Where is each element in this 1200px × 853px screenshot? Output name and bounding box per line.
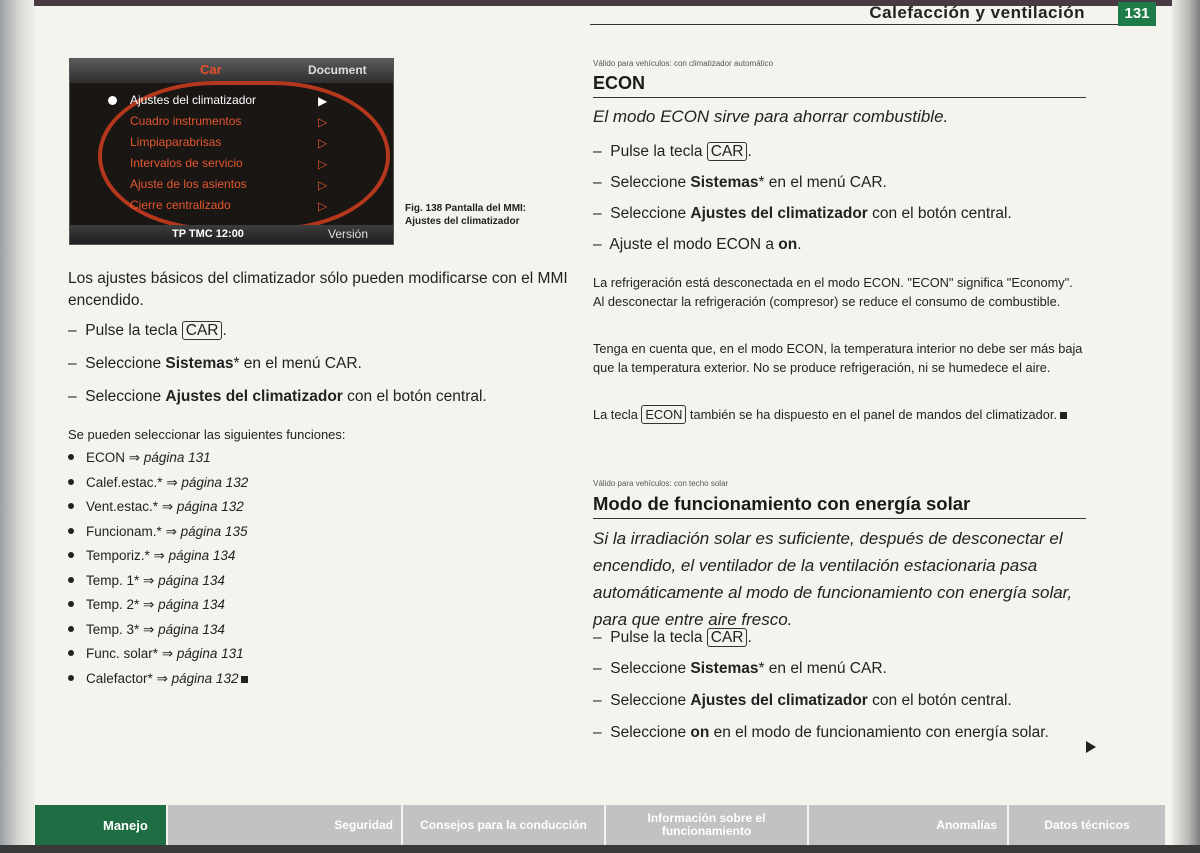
mmi-arrow-outline-icon: ▷ [318, 199, 328, 213]
solar-step-3: – Seleccione Ajustes del climatizador con el botón central. [593, 692, 1012, 709]
step-text: * en el menú CAR. [233, 355, 362, 372]
mmi-status-clock: TP TMC 12:00 [172, 228, 244, 240]
left-step-1 [68, 320, 227, 342]
tab-anomalias[interactable]: Anomalías [809, 805, 1009, 845]
intro-paragraph: Los ajustes básicos del climatizador sólo pueden modificarse con el MMI encendido. [68, 270, 568, 309]
econ-paragraph-1: La refrigeración está desconectada en el modo ECON. "ECON" significa "Economy". Al desconectar la refrigeración (compresor) se reduce el consumo de combustible. [593, 275, 1073, 309]
econ-paragraph-3: La tecla ECON también se ha dispuesto en el panel de mandos del climatizador. [593, 405, 1083, 424]
econ-step-3: – Seleccione Ajustes del climatizador con el botón central. [593, 205, 1012, 222]
mmi-arrow-outline-icon: ▷ [318, 115, 328, 129]
step-bold: Ajustes del climatizador [165, 388, 343, 405]
list-item: Temp. 1* ⇒ página 134 [68, 573, 248, 598]
mmi-arrow-outline-icon: ▷ [318, 136, 328, 150]
econ-key: ECON [641, 405, 686, 424]
solar-validity-note: Válido para vehículos: con techo solar [593, 479, 729, 488]
mmi-item-service: Intervalos de servicio [130, 156, 243, 170]
mmi-selection-dot-icon [108, 96, 117, 105]
car-key: CAR [707, 142, 748, 161]
figure-caption: Fig. 138 Pantalla del MMI: Ajustes del climatizador [405, 203, 527, 227]
step-text: Seleccione [85, 355, 166, 372]
tab-consejos[interactable]: Consejos para la conducción [403, 805, 606, 845]
econ-heading-rule [593, 97, 1086, 98]
mmi-item-seats: Ajuste de los asientos [130, 177, 247, 191]
econ-validity-note: Válido para vehículos: con climatizador automático [593, 59, 774, 68]
book-spine [0, 0, 34, 853]
step-text: Pulse la tecla [85, 322, 182, 339]
mmi-menu-title: Car [200, 62, 222, 77]
list-item: Temp. 3* ⇒ página 134 [68, 622, 248, 647]
list-item: Calef.estac.* ⇒ página 132 [68, 475, 248, 500]
step-text: con el botón central. [342, 388, 487, 405]
page-edge [1172, 0, 1200, 853]
list-item: ECON ⇒ página 131 [68, 450, 248, 475]
list-item: Func. solar* ⇒ página 131 [68, 646, 248, 671]
solar-step-2: – Seleccione Sistemas* en el menú CAR. [593, 660, 887, 677]
tab-informacion[interactable]: Información sobre el funcionamiento [606, 805, 809, 845]
step-text: . [222, 322, 227, 339]
solar-lead: Si la irradiación solar es suficiente, después de desconectar el encendido, el ventilador de la ventilación estacionaria pasa automáticamente al modo de funcionamiento con energía solar, para que entre aire fresco. [593, 529, 1073, 629]
car-key: CAR [707, 628, 748, 647]
mmi-version-label: Versión [328, 227, 369, 241]
mmi-arrow-outline-icon: ▷ [318, 178, 328, 192]
solar-step-1: – Pulse la tecla CAR . [593, 629, 752, 646]
mmi-document-tab: Document [308, 63, 367, 77]
functions-intro: Se pueden seleccionar las siguientes funciones: [68, 427, 346, 442]
list-item: Vent.estac.* ⇒ página 132 [68, 499, 248, 524]
list-item: Calefactor* ⇒ página 132 [68, 671, 248, 696]
mmi-item-wipers: Limpiaparabrisas [130, 135, 222, 149]
econ-step-2: – Seleccione Sistemas* en el menú CAR. [593, 174, 887, 191]
step-text: Seleccione [85, 388, 166, 405]
tab-manejo[interactable]: Manejo [35, 805, 168, 845]
econ-heading: ECON [593, 73, 646, 93]
list-item: Funcionam.* ⇒ página 135 [68, 524, 248, 549]
mmi-item-instruments: Cuadro instrumentos [130, 114, 242, 128]
step-dash: – [68, 322, 77, 339]
functions-list [68, 450, 248, 695]
econ-paragraph-2: Tenga en cuenta que, en el modo ECON, la temperatura interior no debe ser más baja que la temperatura exterior. No se produce refrigeración, ni se humedece el aire. [593, 341, 1083, 375]
step-dash: – [68, 355, 77, 372]
end-mark-icon [1060, 412, 1067, 419]
mmi-item-climate: Ajustes del climatizador [130, 93, 257, 107]
tab-seguridad[interactable]: Seguridad [168, 805, 403, 845]
econ-step-1: – Pulse la tecla CAR . [593, 143, 752, 160]
solar-heading-rule [593, 518, 1086, 519]
mmi-item-locking: Cierre centralizado [130, 198, 231, 212]
continue-arrow-icon [1086, 741, 1096, 753]
end-mark-icon [241, 676, 248, 683]
header-rule [590, 24, 1118, 25]
car-key: CAR [182, 321, 223, 340]
chapter-title: Calefacción y ventilación [869, 3, 1085, 22]
chapter-tabs [35, 805, 1165, 845]
bottom-edge [0, 845, 1200, 853]
list-item: Temp. 2* ⇒ página 134 [68, 597, 248, 622]
econ-lead: El modo ECON sirve para ahorrar combustible. [593, 107, 949, 126]
mmi-arrow-filled-icon: ▶ [318, 94, 328, 108]
solar-heading: Modo de funcionamiento con energía solar [593, 493, 971, 514]
tab-datos-tecnicos[interactable]: Datos técnicos [1009, 805, 1165, 845]
mmi-screen-figure [69, 58, 394, 245]
mmi-arrow-outline-icon: ▷ [318, 157, 328, 171]
left-step-2 [68, 353, 362, 375]
list-item: Temporiz.* ⇒ página 134 [68, 548, 248, 573]
step-bold: Sistemas [165, 355, 234, 372]
solar-step-4: – Seleccione on en el modo de funcionamiento con energía solar. [593, 724, 1049, 741]
page-number: 131 [1118, 2, 1156, 26]
econ-step-4: – Ajuste el modo ECON a on. [593, 236, 802, 253]
step-dash: – [68, 388, 77, 405]
left-step-3 [68, 386, 487, 408]
